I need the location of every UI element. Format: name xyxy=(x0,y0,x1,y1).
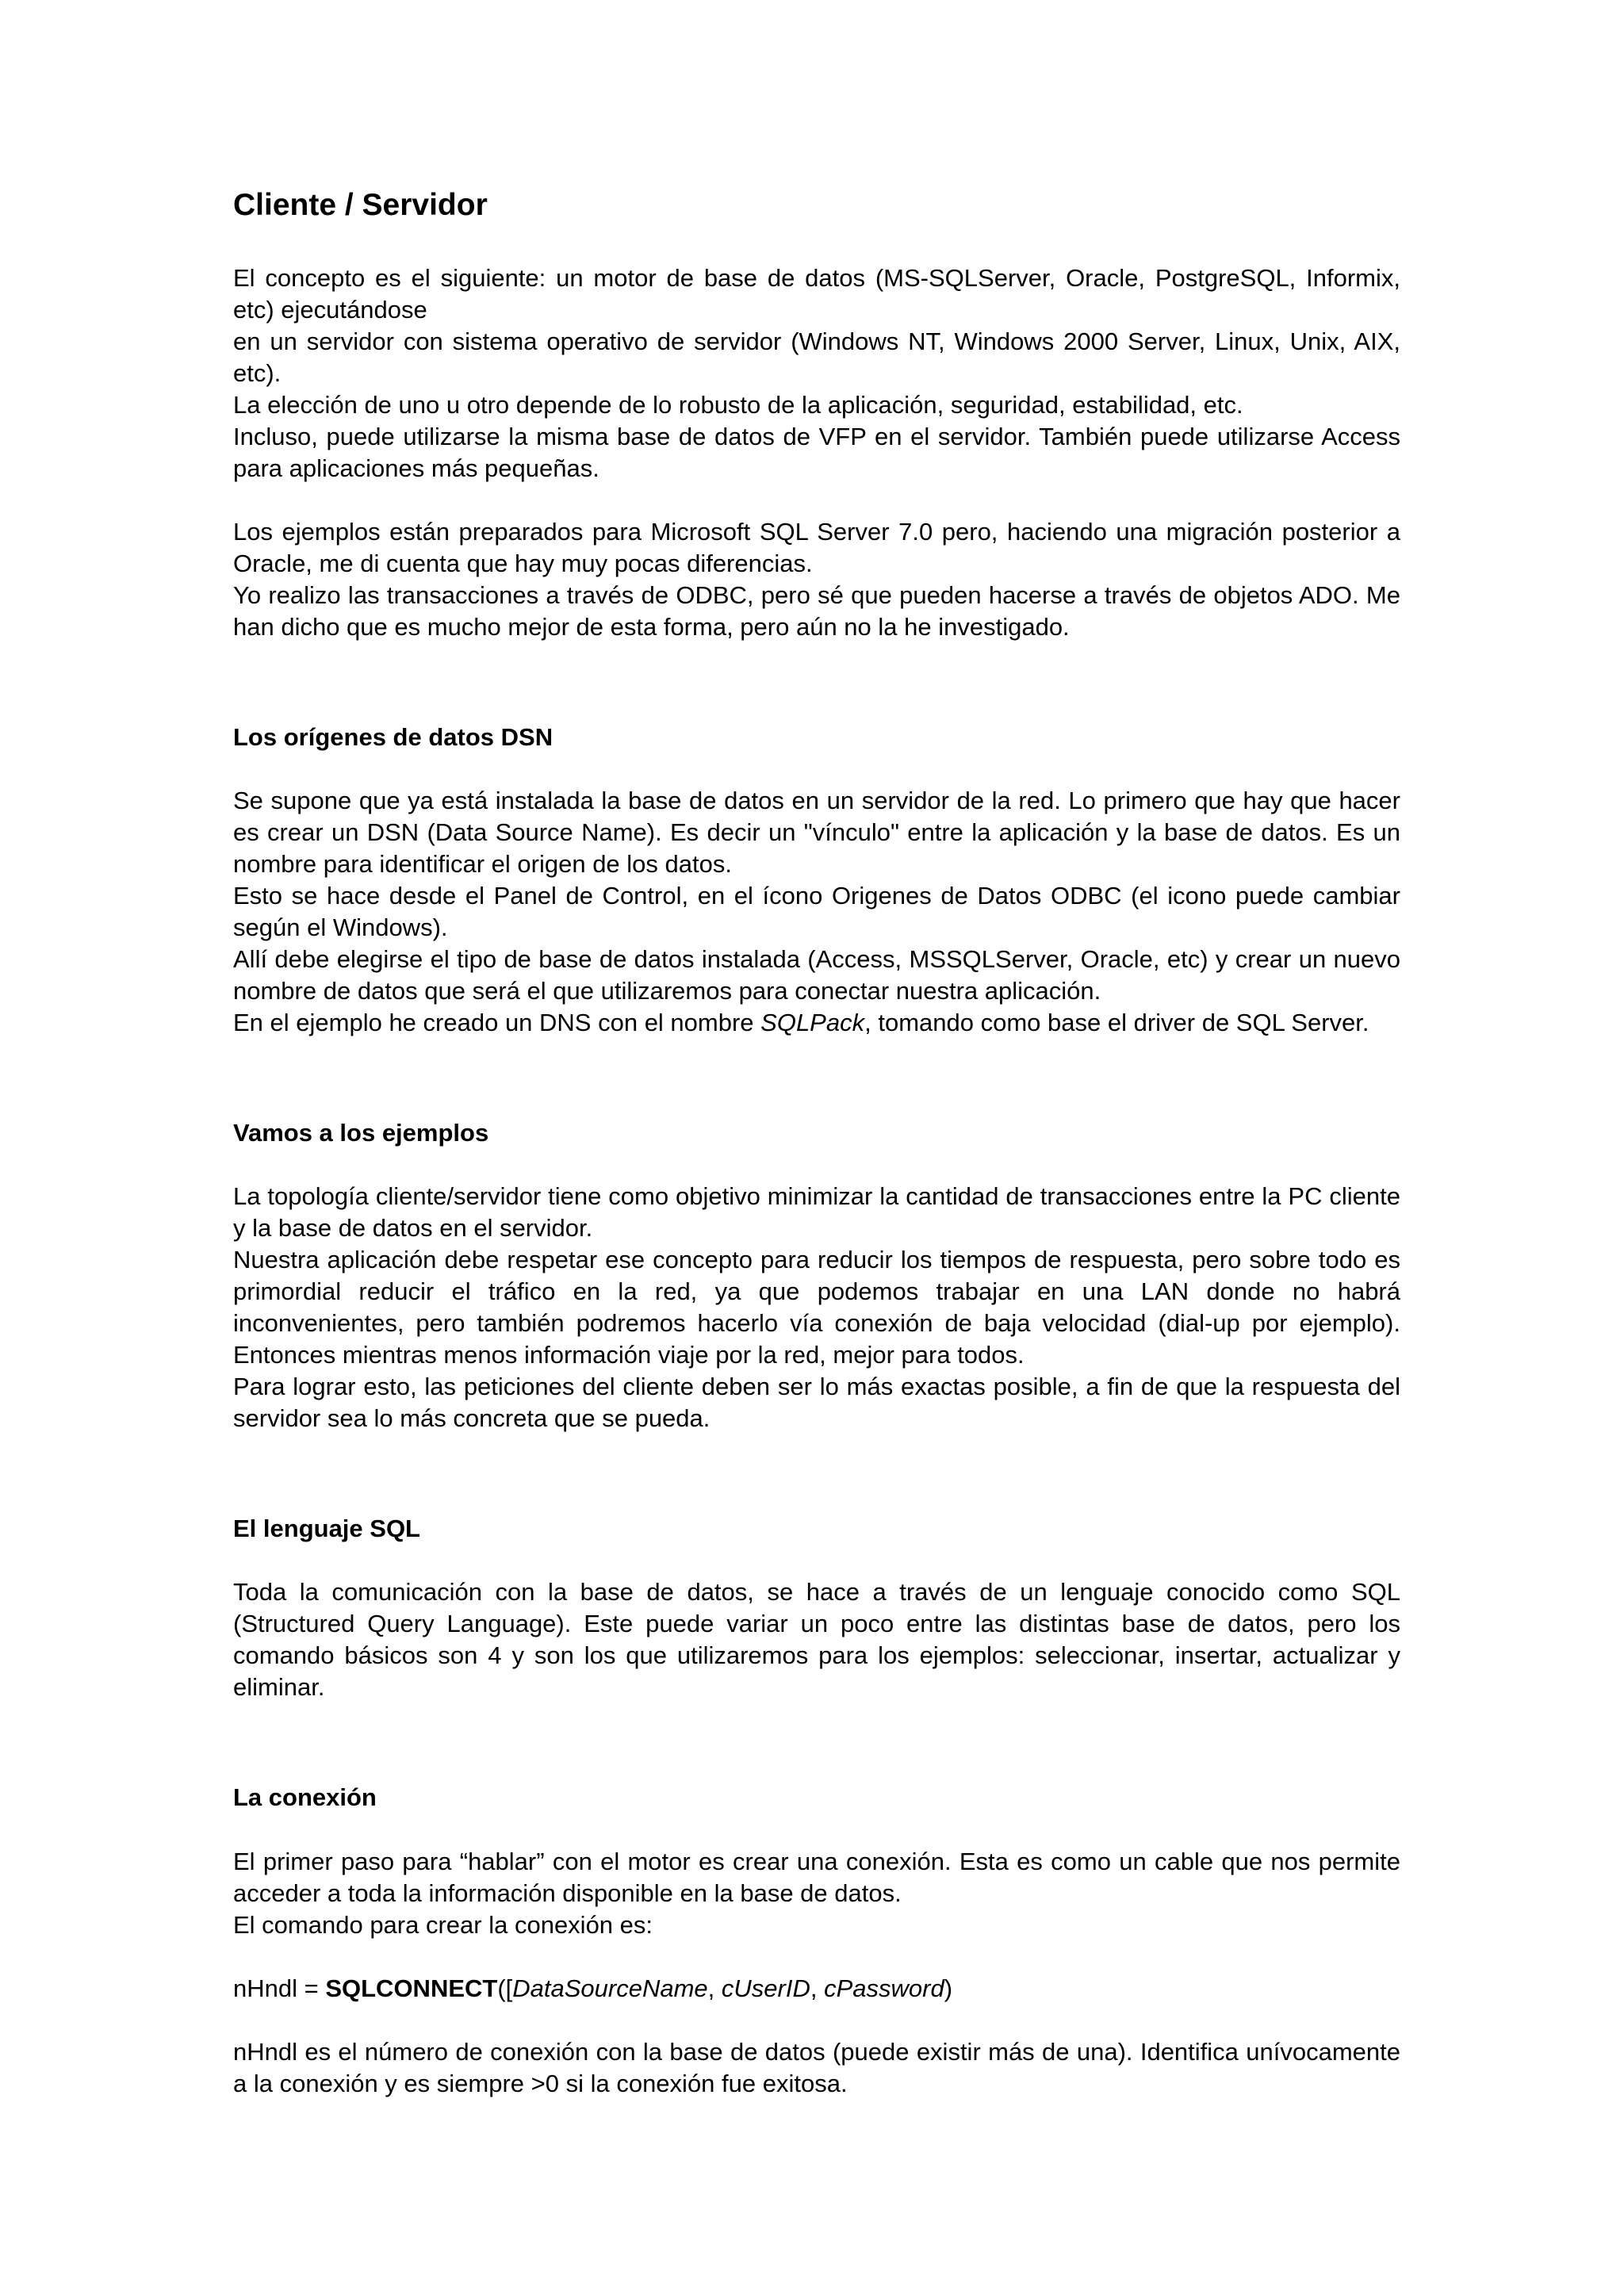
dsn-paragraph-4-start: En el ejemplo he creado un DNS con el nombre xyxy=(233,1008,761,1036)
conexion-paragraph-3: nHndl es el número de conexión con la base de datos (puede existir más de una). Identifica unívocamente a la conexión y es siempre >0 si la conexión fue exitosa. xyxy=(233,2037,1400,2097)
dsn-paragraph-4 xyxy=(233,1007,1400,1039)
spacer xyxy=(233,484,1400,516)
document-page xyxy=(233,187,1400,2100)
intro-paragraph-3: La elección de uno u otro depende de lo robusto de la aplicación, seguridad, estabilidad, etc. xyxy=(233,390,1243,419)
dsn-paragraph-2: Esto se hace desde el Panel de Control, en el ícono Origenes de Datos ODBC (el icono puede cambiar según el Windows). xyxy=(233,881,1400,941)
code-sep-1: , xyxy=(707,1974,722,2002)
page-title: Cliente / Servidor xyxy=(233,188,488,222)
dsn-paragraph-1: Se supone que ya está instalada la base de datos en un servidor de la red. Lo primero que hay que hacer es crear un DSN (Data Source Name). Es decir un "vínculo" entre la aplicación y la base de datos. Es un nombre para identificar el origen de los datos. xyxy=(233,786,1400,878)
sql-paragraph-1: Toda la comunicación con la base de datos, se hace a través de un lenguaje conocido como SQL (Structured Query Language). Este puede variar un poco entre las distintas base de datos, pero los comando básicos son 4 y son los que utilizaremos para los ejemplos: seleccionar, insertar, actualizar y eliminar. xyxy=(233,1578,1400,1702)
dsn-paragraph-3: Allí debe elegirse el tipo de base de datos instalada (Access, MSSQLServer, Oracle, etc) y crear un nuevo nombre de datos que será el que utilizaremos para conectar nuestra aplicación. xyxy=(233,944,1400,1005)
dsn-paragraph-4-end: , tomando como base el driver de SQL Server. xyxy=(864,1008,1369,1036)
code-arg-datasource: DataSourceName xyxy=(512,1974,708,2002)
spacer xyxy=(233,2005,1400,2036)
intro-paragraph-2: en un servidor con sistema operativo de servidor (Windows NT, Windows 2000 Server, Linux, Unix, AIX, etc). xyxy=(233,327,1400,387)
intro-paragraph-1: El concepto es el siguiente: un motor de base de datos (MS-SQLServer, Oracle, PostgreSQL, Informix, etc) ejecutándose xyxy=(233,263,1400,324)
section-heading-sql: El lenguaje SQL xyxy=(233,1515,420,1543)
ejemplos-paragraph-2: Nuestra aplicación debe respetar ese concepto para reducir los tiempos de respuesta, pero sobre todo es primordial reducir el tráfico en la red, ya que podemos trabajar en una LAN donde no habrá inconvenientes, pero también podremos hacerlo vía conexión de baja velocidad (dial-up por ejemplo). Entonces mientras menos información viaje por la red, mejor para todos. xyxy=(233,1246,1400,1369)
conexion-paragraph-2: El comando para crear la conexión es: xyxy=(233,1910,653,1939)
spacer xyxy=(233,1941,1400,1973)
ejemplos-paragraph-1: La topología cliente/servidor tiene como objetivo minimizar la cantidad de transacciones entre la PC cliente y la base de datos en el servidor. xyxy=(233,1182,1400,1243)
conexion-paragraph-1: El primer paso para “hablar” con el motor es crear una conexión. Esta es como un cable que nos permite acceder a toda la información disponible en la base de datos. xyxy=(233,1847,1400,1907)
spacer xyxy=(233,1703,1400,1783)
sqlconnect-syntax xyxy=(233,1973,1400,2005)
code-lhs: nHndl = xyxy=(233,1974,326,2002)
code-command: SQLCONNECT xyxy=(325,1974,498,2002)
code-arg-userid: cUserID xyxy=(721,1974,810,2002)
ejemplos-paragraph-3: Para lograr esto, las peticiones del cliente deben ser lo más exactas posible, a fin de que la respuesta del servidor sea lo más concreta que se pueda. xyxy=(233,1373,1400,1433)
spacer xyxy=(233,1039,1400,1118)
dsn-name-italic: SQLPack xyxy=(760,1008,865,1036)
spacer xyxy=(233,643,1400,722)
section-heading-dsn: Los orígenes de datos DSN xyxy=(233,722,553,751)
intro-paragraph-6: Yo realizo las transacciones a través de ODBC, pero sé que pueden hacerse a través de objetos ADO. Me han dicho que es mucho mejor de esta forma, pero aún no la he investigado. xyxy=(233,580,1400,641)
code-close: ) xyxy=(944,1974,953,2002)
intro-paragraph-5: Los ejemplos están preparados para Microsoft SQL Server 7.0 pero, haciendo una migración posterior a Oracle, me di cuenta que hay muy pocas diferencias. xyxy=(233,517,1400,577)
code-arg-password: cPassword xyxy=(824,1974,944,2002)
intro-paragraph-4: Incluso, puede utilizarse la misma base de datos de VFP en el servidor. También puede utilizarse Access para aplicaciones más pequeñas. xyxy=(233,422,1400,482)
section-heading-ejemplos: Vamos a los ejemplos xyxy=(233,1118,489,1147)
spacer xyxy=(233,1434,1400,1514)
code-sep-2: , xyxy=(810,1974,825,2002)
section-heading-conexion: La conexión xyxy=(233,1783,377,1812)
code-open: ([ xyxy=(497,1974,513,2002)
